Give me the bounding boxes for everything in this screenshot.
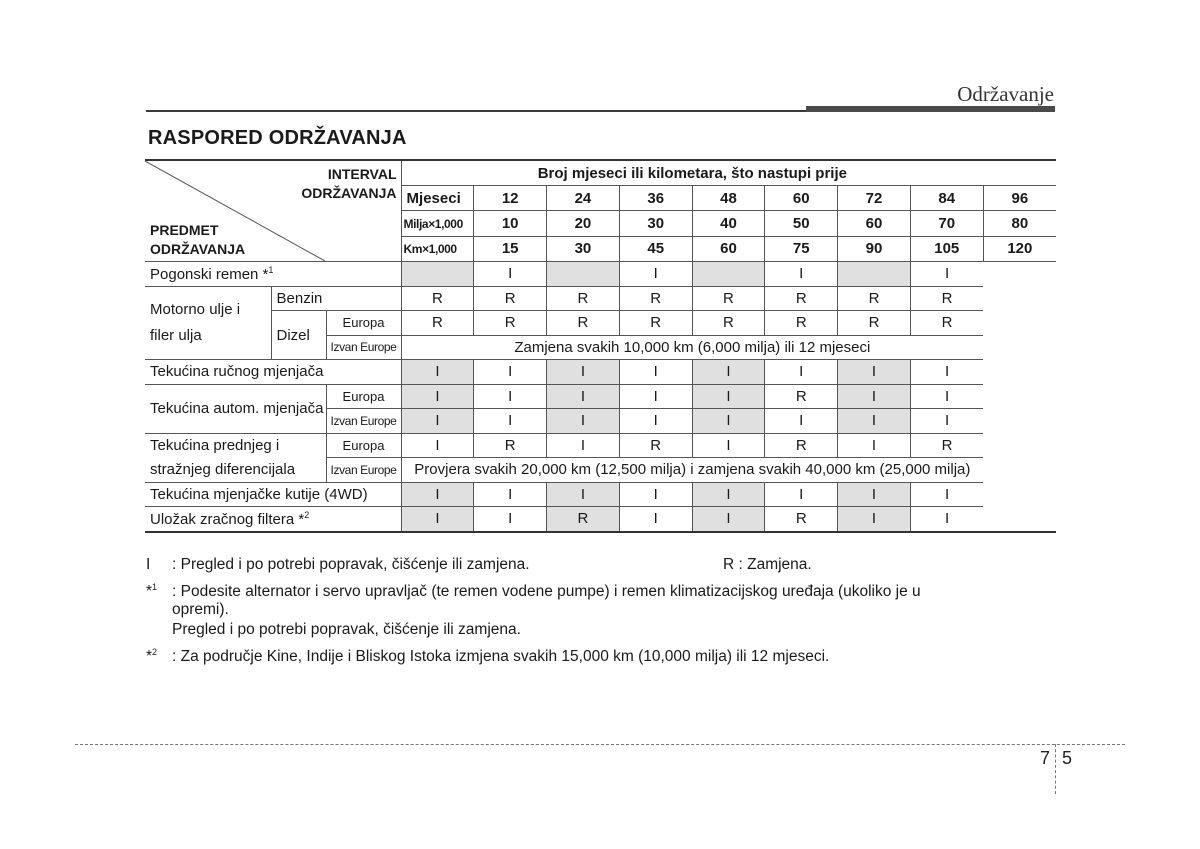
table-cell: 50 — [765, 211, 838, 236]
table-cell: R — [838, 311, 911, 336]
table-cell: R — [910, 311, 983, 336]
table-corner-header — [145, 160, 401, 262]
table-cell: I — [547, 384, 620, 409]
item-label: Tekućina prednjeg i stražnjeg diferencijala — [145, 433, 326, 482]
table-cell: R — [765, 286, 838, 311]
table-cell: R — [910, 433, 983, 458]
region-label: Izvan Europe — [326, 409, 401, 434]
chapter-number: 7 — [1040, 748, 1051, 768]
table-cell-note: Zamjena svakih 10,000 km (6,000 milja) ili 12 mjeseci — [401, 335, 983, 360]
table-cell: I — [692, 482, 765, 507]
table-cell: 75 — [765, 236, 838, 261]
maintenance-schedule-table — [145, 159, 1056, 533]
table-cell: I — [401, 507, 474, 532]
table-cell: I — [765, 482, 838, 507]
table-cell: I — [692, 384, 765, 409]
table-cell: I — [838, 409, 911, 434]
table-cell: I — [910, 482, 983, 507]
item-label: Pogonski remen *$^1$ — [145, 262, 401, 287]
header-rule-accent — [806, 106, 1055, 112]
table-cell: I — [692, 433, 765, 458]
header-rule — [146, 110, 806, 112]
table-cell-note: Provjera svakih 20,000 km (12,500 milja) i zamjena svakih 40,000 km (25,000 milja) — [401, 458, 983, 483]
table-row — [145, 384, 1056, 409]
table-cell: I — [910, 507, 983, 532]
table-cell: I — [547, 482, 620, 507]
table-cell: 120 — [983, 236, 1056, 261]
table-cell — [401, 262, 474, 287]
table-row — [145, 286, 1056, 311]
unit-label-miles: Milja×1,000 — [401, 211, 474, 236]
table-cell: 24 — [547, 186, 620, 211]
table-cell: I — [547, 360, 620, 385]
table-row — [145, 262, 1056, 287]
table-cell: 70 — [910, 211, 983, 236]
table-cell: 60 — [838, 211, 911, 236]
item-label: Motorno ulje i filer ulja — [145, 286, 271, 360]
legend — [146, 556, 1046, 670]
region-label: Izvan Europe — [326, 458, 401, 483]
region-label: Europa — [326, 433, 401, 458]
table-header-row — [145, 160, 1056, 186]
table-cell: I — [401, 409, 474, 434]
corner-interval-label: INTERVAL ODRŽAVANJA — [301, 166, 397, 201]
sub-label: Dizel — [271, 311, 326, 360]
table-cell: R — [401, 286, 474, 311]
table-cell: I — [401, 360, 474, 385]
table-cell: 40 — [692, 211, 765, 236]
table-cell: 30 — [619, 211, 692, 236]
interval-header: Broj mjeseci ili kilometara, što nastupi prije — [401, 160, 983, 186]
table-cell: I — [765, 262, 838, 287]
table-cell: I — [401, 384, 474, 409]
table-cell: I — [838, 507, 911, 532]
table-cell: I — [401, 482, 474, 507]
table-cell: I — [619, 409, 692, 434]
table-cell: 12 — [474, 186, 547, 211]
region-label: Europa — [326, 311, 401, 336]
table-cell: I — [474, 507, 547, 532]
table-cell: I — [838, 384, 911, 409]
table-cell: I — [547, 433, 620, 458]
table-cell: I — [838, 360, 911, 385]
table-cell: I — [474, 384, 547, 409]
table-cell: I — [910, 360, 983, 385]
table-row — [145, 507, 1056, 532]
table-row — [145, 311, 1056, 336]
table-cell: 30 — [547, 236, 620, 261]
legend-item-i: I : Pregled i po potrebi popravak, čišćenje ili zamjena. R : Zamjena. — [146, 556, 812, 573]
table-cell: I — [910, 409, 983, 434]
table-cell: R — [547, 311, 620, 336]
table-cell: R — [619, 433, 692, 458]
table-cell: 10 — [474, 211, 547, 236]
table-cell: R — [474, 433, 547, 458]
table-cell: 84 — [910, 186, 983, 211]
table-row — [145, 360, 1056, 385]
corner-item-label: PREDMET ODRŽAVANJA — [150, 222, 246, 257]
table-cell: R — [765, 507, 838, 532]
table-cell: 20 — [547, 211, 620, 236]
table-cell: I — [474, 262, 547, 287]
table-cell: R — [765, 384, 838, 409]
page-title: RASPORED ODRŽAVANJA — [148, 127, 407, 149]
table-cell: I — [765, 360, 838, 385]
table-cell: 72 — [838, 186, 911, 211]
item-label: Uložak zračnog filtera *$^2$ — [145, 507, 401, 532]
table-cell: 96 — [983, 186, 1056, 211]
table-cell: I — [692, 360, 765, 385]
table-row — [145, 433, 1056, 458]
table-cell: 105 — [910, 236, 983, 261]
table-cell — [547, 262, 620, 287]
table-cell: I — [619, 360, 692, 385]
footer-divider — [75, 744, 1125, 745]
table-cell: I — [401, 433, 474, 458]
table-cell: 80 — [983, 211, 1056, 236]
sub-label: Benzin — [271, 286, 401, 311]
table-cell: 48 — [692, 186, 765, 211]
table-cell: I — [910, 262, 983, 287]
table-cell: I — [692, 409, 765, 434]
table-cell: R — [619, 286, 692, 311]
running-header: Održavanje — [957, 82, 1054, 106]
table-cell: I — [910, 384, 983, 409]
table-cell: 60 — [692, 236, 765, 261]
table-cell: R — [474, 286, 547, 311]
table-cell: 15 — [474, 236, 547, 261]
table-cell — [838, 262, 911, 287]
table-cell: R — [692, 286, 765, 311]
table-cell: I — [838, 433, 911, 458]
table-cell: I — [619, 507, 692, 532]
table-cell: I — [619, 482, 692, 507]
page-number-divider — [1055, 744, 1056, 794]
table-cell: R — [765, 433, 838, 458]
region-label: Europa — [326, 384, 401, 409]
table-cell: I — [619, 384, 692, 409]
footnote-2: *$^2$ : Za područje Kine, Indije i Bliskog Istoka izmjena svakih 15,000 km (10,000 milja) ili 12 mjeseci. — [146, 647, 830, 666]
item-label: Tekućina mjenjačke kutije (4WD) — [145, 482, 401, 507]
legend-item-r: R : Zamjena. — [723, 556, 812, 573]
table-cell: 45 — [619, 236, 692, 261]
footnote-1: *$^1$ : Podesite alternator i servo upravljač (te remen vodene pumpe) i remen klimatizacijskog uređaja (ukoliko je u opremi). Pregled i po potrebi popravak, čišćenje ili zamjena. — [146, 582, 921, 639]
table-cell: R — [401, 311, 474, 336]
table-cell: 60 — [765, 186, 838, 211]
table-cell: R — [619, 311, 692, 336]
table-cell: I — [547, 409, 620, 434]
table-cell: R — [765, 311, 838, 336]
table-cell: I — [474, 360, 547, 385]
page-number: 5 — [1062, 748, 1073, 768]
table-cell: I — [838, 482, 911, 507]
table-cell: I — [474, 482, 547, 507]
table-cell: 36 — [619, 186, 692, 211]
table-cell: R — [692, 311, 765, 336]
table-cell: R — [474, 311, 547, 336]
unit-label-months: Mjeseci — [401, 186, 474, 211]
table-cell: 90 — [838, 236, 911, 261]
table-cell: I — [765, 409, 838, 434]
table-row — [145, 482, 1056, 507]
item-label: Tekućina autom. mjenjača — [145, 384, 326, 433]
table-cell: I — [692, 507, 765, 532]
table-cell: R — [547, 507, 620, 532]
item-label: Tekućina ručnog mjenjača — [145, 360, 401, 385]
unit-label-km: Km×1,000 — [401, 236, 474, 261]
table-cell: R — [910, 286, 983, 311]
table-cell: I — [619, 262, 692, 287]
table-cell — [692, 262, 765, 287]
table-cell: I — [474, 409, 547, 434]
table-cell: R — [838, 286, 911, 311]
table-cell: R — [547, 286, 620, 311]
region-label: Izvan Europe — [326, 335, 401, 360]
